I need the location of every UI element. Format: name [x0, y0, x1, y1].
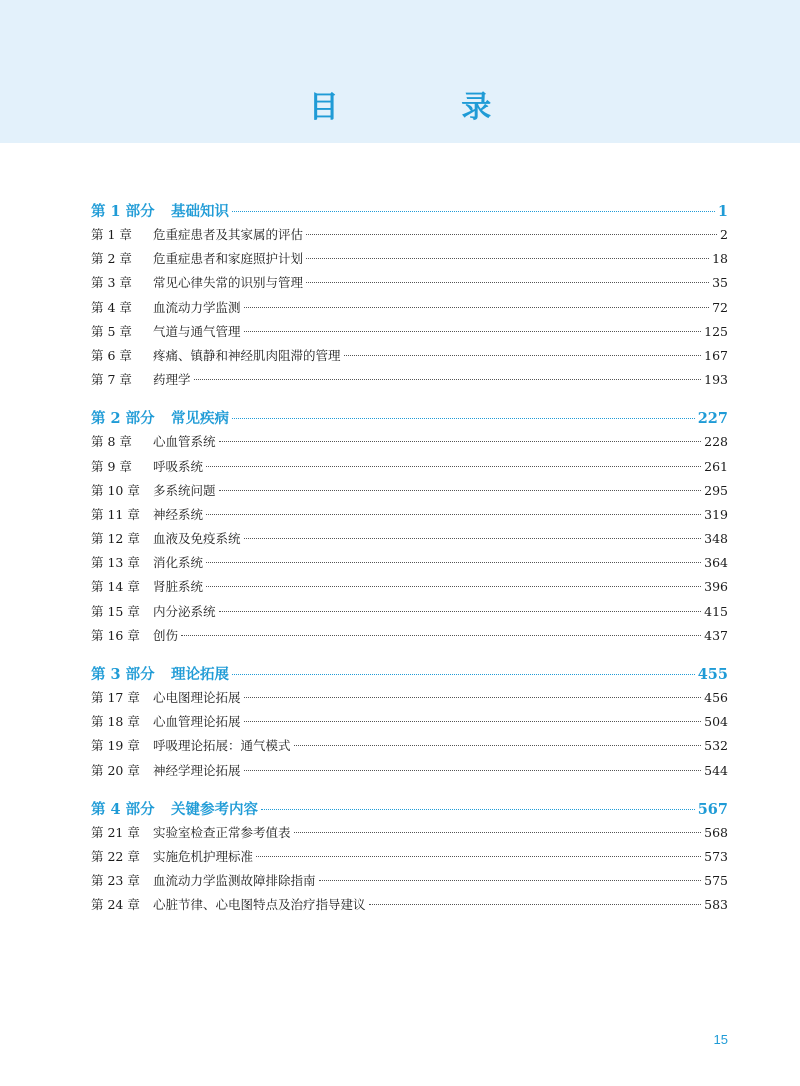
toc-chapter-row[interactable]: [91, 505, 728, 529]
chapter-number: 第 6 章: [91, 347, 132, 363]
page-title: 目 录: [308, 90, 548, 125]
chapter-page: 504: [704, 714, 728, 730]
chapter-page: 437: [704, 627, 728, 643]
chapter-page: 125: [704, 323, 728, 339]
dot-leader: [232, 674, 695, 675]
part-number: 第 2 部分: [91, 410, 155, 428]
toc-chapter-row[interactable]: [91, 847, 728, 871]
chapter-title: 危重症患者和家庭照护计划: [153, 251, 304, 267]
toc-part-row[interactable]: [91, 200, 728, 225]
dot-leader: [244, 770, 702, 771]
dot-leader: [206, 562, 701, 563]
chapter-page: 295: [704, 482, 728, 498]
chapter-number: 第 21 章: [91, 824, 140, 840]
chapter-page: 348: [704, 531, 728, 547]
chapter-page: 2: [720, 227, 728, 242]
chapter-title: 心血管理论拓展: [153, 714, 241, 730]
dot-leader: [232, 211, 715, 212]
chapter-number: 第 19 章: [91, 738, 140, 754]
dot-leader: [261, 809, 695, 810]
chapter-title: 呼吸系统: [153, 458, 204, 474]
chapter-title: 呼吸理论拓展：通气模式: [153, 738, 291, 754]
part-page: 1: [717, 203, 728, 220]
toc-chapter-row[interactable]: [91, 457, 728, 481]
part-title: 常见疾病: [171, 410, 229, 428]
chapter-number: 第 9 章: [91, 458, 132, 474]
chapter-number: 第 4 章: [91, 299, 132, 315]
toc-chapter-row[interactable]: [91, 761, 728, 785]
dot-leader: [206, 586, 701, 587]
toc-chapter-row[interactable]: [91, 688, 728, 712]
toc-chapter-row[interactable]: [91, 895, 728, 919]
chapter-page: 35: [712, 275, 728, 291]
chapter-number: 第 10 章: [91, 482, 140, 498]
chapter-title: 内分泌系统: [153, 603, 216, 619]
chapter-title: 疼痛、镇静和神经肌肉阻滞的管理: [153, 347, 341, 363]
chapter-title: 消化系统: [153, 555, 204, 571]
toc-chapter-row[interactable]: [91, 298, 728, 322]
dot-leader: [294, 832, 702, 833]
chapter-title: 药理学: [153, 372, 191, 388]
part-title: 理论拓展: [171, 666, 229, 683]
toc-chapter-row[interactable]: [91, 577, 728, 601]
chapter-page: 364: [704, 555, 728, 571]
chapter-number: 第 12 章: [91, 531, 140, 547]
chapter-page: 396: [704, 579, 728, 595]
dot-leader: [181, 635, 701, 636]
chapter-title: 多系统问题: [153, 482, 216, 498]
chapter-title: 肾脏系统: [153, 579, 204, 595]
chapter-page: 18: [712, 251, 728, 267]
dot-leader: [244, 538, 702, 539]
chapter-number: 第 11 章: [91, 506, 140, 522]
chapter-number: 第 22 章: [91, 848, 140, 864]
chapter-title: 心电图理论拓展: [153, 690, 241, 705]
dot-leader: [256, 856, 701, 857]
chapter-number: 第 20 章: [91, 762, 140, 778]
part-page: 227: [697, 410, 728, 428]
part-number: 第 1 部分: [91, 203, 155, 220]
chapter-number: 第 23 章: [91, 873, 140, 889]
toc-part-row[interactable]: [91, 663, 728, 688]
chapter-number: 第 5 章: [91, 323, 132, 339]
chapter-page: 532: [704, 738, 728, 754]
toc-chapter-row[interactable]: [91, 225, 728, 249]
chapter-page: 568: [704, 824, 728, 840]
dot-leader: [219, 441, 702, 442]
toc-chapter-row[interactable]: [91, 553, 728, 577]
toc-chapter-row[interactable]: [91, 481, 728, 505]
dot-leader: [219, 490, 702, 491]
chapter-title: 创伤: [153, 627, 179, 643]
part-page: 567: [697, 800, 728, 818]
chapter-page: 415: [704, 603, 728, 619]
dot-leader: [244, 697, 702, 698]
chapter-page: 72: [712, 299, 728, 315]
toc-part-row[interactable]: [91, 798, 728, 823]
toc-chapter-row[interactable]: [91, 322, 728, 346]
chapter-title: 常见心律失常的识别与管理: [153, 275, 304, 291]
chapter-title: 气道与通气管理: [153, 323, 241, 339]
dot-leader: [306, 282, 709, 283]
toc-part-row[interactable]: [91, 407, 728, 432]
chapter-page: 167: [704, 347, 728, 363]
toc-chapter-row[interactable]: [91, 273, 728, 297]
dot-leader: [219, 611, 702, 612]
chapter-title: 血流动力学监测故障排除指南: [153, 873, 316, 889]
chapter-page: 193: [704, 372, 728, 388]
toc-chapter-row[interactable]: [91, 602, 728, 626]
dot-leader: [344, 355, 702, 356]
chapter-title: 血液及免疫系统: [153, 531, 241, 547]
part-title: 基础知识: [171, 203, 229, 220]
chapter-number: 第 17 章: [91, 690, 140, 705]
chapter-page: 575: [704, 873, 728, 889]
chapter-number: 第 3 章: [91, 275, 132, 291]
toc-chapter-row[interactable]: [91, 432, 728, 456]
dot-leader: [206, 514, 701, 515]
chapter-number: 第 13 章: [91, 555, 140, 571]
toc-chapter-row[interactable]: [91, 346, 728, 370]
chapter-title: 心脏节律、心电图特点及治疗指导建议: [153, 897, 366, 913]
dot-leader: [306, 258, 709, 259]
dot-leader: [206, 466, 701, 467]
chapter-number: 第 2 章: [91, 251, 132, 267]
chapter-page: 573: [704, 848, 728, 864]
dot-leader: [369, 904, 702, 905]
chapter-page: 319: [704, 506, 728, 522]
toc-chapter-row[interactable]: [91, 529, 728, 553]
chapter-number: 第 7 章: [91, 372, 132, 388]
part-page: 455: [697, 666, 728, 683]
chapter-page: 261: [704, 458, 728, 474]
toc-chapter-row[interactable]: [91, 823, 728, 847]
toc-chapter-row[interactable]: [91, 871, 728, 895]
chapter-title: 血流动力学监测: [153, 299, 241, 315]
chapter-title: 神经学理论拓展: [153, 762, 241, 778]
dot-leader: [306, 234, 717, 235]
dot-leader: [244, 307, 710, 308]
chapter-title: 危重症患者及其家属的评估: [153, 227, 304, 242]
table-of-contents: [91, 200, 728, 920]
dot-leader: [244, 721, 702, 722]
chapter-number: 第 18 章: [91, 714, 140, 730]
dot-leader: [244, 331, 702, 332]
toc-chapter-row[interactable]: [91, 626, 728, 650]
chapter-number: 第 1 章: [91, 227, 132, 242]
dot-leader: [232, 418, 695, 419]
toc-chapter-row[interactable]: [91, 736, 728, 760]
part-title: 关键参考内容: [171, 800, 258, 818]
chapter-page: 228: [704, 434, 728, 450]
part-number: 第 4 部分: [91, 800, 155, 818]
dot-leader: [319, 880, 702, 881]
dot-leader: [194, 379, 702, 380]
page-number: 15: [713, 1032, 728, 1047]
toc-chapter-row[interactable]: [91, 249, 728, 273]
chapter-number: 第 14 章: [91, 579, 140, 595]
chapter-page: 583: [704, 897, 728, 913]
toc-chapter-row[interactable]: [91, 712, 728, 736]
chapter-number: 第 15 章: [91, 603, 140, 619]
chapter-number: 第 8 章: [91, 434, 132, 450]
chapter-title: 神经系统: [153, 506, 204, 522]
part-number: 第 3 部分: [91, 666, 155, 683]
chapter-title: 实验室检查正常参考值表: [153, 824, 291, 840]
chapter-number: 第 16 章: [91, 627, 140, 643]
toc-chapter-row[interactable]: [91, 370, 728, 394]
chapter-number: 第 24 章: [91, 897, 140, 913]
chapter-title: 实施危机护理标准: [153, 848, 254, 864]
chapter-page: 544: [704, 762, 728, 778]
chapter-page: 456: [704, 690, 728, 705]
chapter-title: 心血管系统: [153, 434, 216, 450]
dot-leader: [294, 745, 702, 746]
